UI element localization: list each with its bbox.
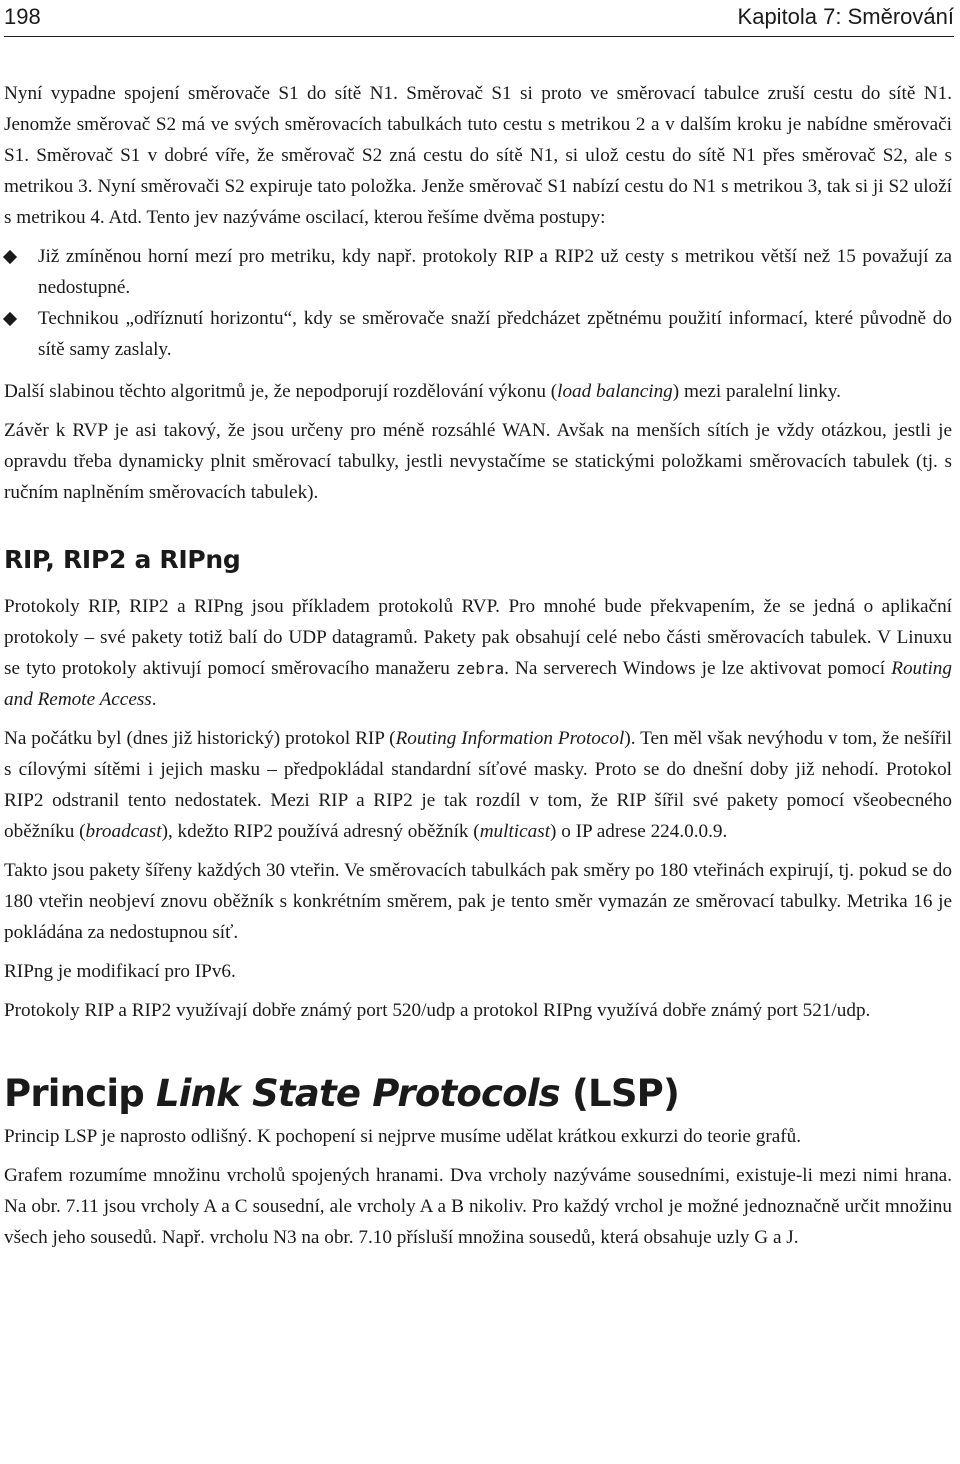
section-heading-lsp: Princip Link State Protocols (LSP) — [4, 1072, 680, 1115]
term-multicast: multicast — [479, 821, 551, 842]
paragraph-oscillation: Nyní vypadne spojení směrovače S1 do sítě N1. Směrovač S1 si proto ve směrovací tabulce zruší cestu do sítě N1. Jenomže směrovač S2 má ve svých směrovacích tabulkách tuto cestu s metrikou 2 a v dalším kroku je nabídne směrovači S1. Směrovač S1 v dobré víře, že směrovač S2 zná cestu do sítě N1, si ulož cestu do sítě N1 přes směrovač S2, ale s metrikou 3. Nyní směrovači S2 expiruje tato položka. Jenže směrovač S1 nabízí cestu do N1 s metrikou 3, tak si ji S2 uloží s metrikou 4. Atd. Tento jev nazýváme oscilací, kterou řešíme dvěma postupy: — [4, 83, 952, 228]
list-item-text: Již zmíněnou horní mezí pro metriku, kdy např. protokoly RIP a RIP2 už cesty s metrikou větší než 15 považují za nedostupné. — [38, 246, 952, 298]
list-item — [4, 303, 952, 365]
paragraph-rip-history: Na počátku byl (dnes již historický) protokol RIP (Routing Information Protocol). Ten měl však nevýhodu v tom, že nešířil s cílovými sítěmi i jejich masku – předpokládal standardní síťové masky. Proto se do dnešní doby již nehodí. Protokol RIP2 odstranil tento nedostatek. Mezi RIP a RIP2 je tak rozdíl v tom, že RIP šířil své pakety pomocí všeobecného oběžníku (broadcast), kdežto RIP2 používá adresný oběžník (multicast) o IP adrese 224.0.0.9. — [4, 728, 952, 842]
list-item-text: Technikou „odříznutí horizontu“, kdy se směrovače snaží předcházet zpětnému použití informací, které původně do sítě samy zaslaly. — [38, 308, 952, 360]
paragraph-rip-protocols: Protokoly RIP, RIP2 a RIPng jsou příkladem protokolů RVP. Pro mnohé bude překvapením, že se jedná o aplikační protokoly – své pakety totiž balí do UDP datagramů. Pakety pak obsahují celé nebo části směrovacích tabulek. V Linuxu se tyto protokoly aktivují pomocí směrovacího manažeru zebra. Na serverech Windows je lze aktivovat pomocí Routing and Remote Access. — [4, 596, 952, 710]
paragraph-ripng: RIPng je modifikací pro IPv6. — [4, 961, 236, 982]
term-routing-information-protocol: Routing Information Protocol — [395, 728, 625, 749]
term-routing-remote-access: Routing and Remote Access — [4, 658, 952, 710]
paragraph-graph-theory: Grafem rozumíme množinu vrcholů spojených hranami. Dva vrcholy nazýváme sousedními, existuje-li mezi nimi hrana. Na obr. 7.11 jsou vrcholy A a C sousední, ale vrcholy A a B nikoliv. Pro každý vrchol je možné jednoznačně určit množinu všech jeho sousedů. Např. vrcholu N3 na obr. 7.10 přísluší množina sousedů, která obsahuje uzly G a J. — [4, 1165, 952, 1248]
paragraph-rip-timers: Takto jsou pakety šířeny každých 30 vteřin. Ve směrovacích tabulkách pak směry po 180 vteřinách expirují, tj. pokud se do 180 vteřin neobjeví znovu oběžník s konkrétním směrem, pak je tento směr vymazán ze směrovací tabulky. Metrika 16 je pokládána za nedostupnou síť. — [4, 860, 952, 943]
paragraph-lsp-intro: Princip LSP je naprosto odlišný. K pochopení si nejprve musíme udělat krátkou exkurzi do teorie grafů. — [4, 1126, 802, 1147]
term-broadcast: broadcast — [85, 821, 162, 842]
page-body — [4, 78, 952, 1261]
term-load-balancing: load balancing — [557, 381, 673, 402]
paragraph-load-balancing: Další slabinou těchto algoritmů je, že nepodporují rozdělování výkonu (load balancing) mezi paralelní linky. — [4, 381, 841, 402]
paragraph-rvp-conclusion: Závěr k RVP je asi takový, že jsou určeny pro méně rozsáhlé WAN. Avšak na menších sítích je vždy otázkou, jestli je opravdu třeba dynamicky plnit směrovací tabulky, jestli nevystačíme se statickými položkami směrovacích tabulek (tj. s ručním naplněním směrovacích tabulek). — [4, 420, 952, 503]
page-header — [4, 0, 954, 37]
heading-emphasis: Link State Protocols — [155, 1072, 560, 1115]
chapter-title: Kapitola 7: Směrování — [737, 4, 954, 29]
bullet-list — [4, 241, 952, 365]
list-item — [4, 241, 952, 303]
diamond-bullet-icon — [3, 312, 17, 326]
section-heading-rip: RIP, RIP2 a RIPng — [4, 545, 241, 574]
page-number: 198 — [4, 4, 41, 29]
diamond-bullet-icon — [3, 250, 17, 264]
code-zebra: zebra — [455, 659, 505, 678]
paragraph-rip-ports: Protokoly RIP a RIP2 využívají dobře známý port 520/udp a protokol RIPng využívá dobře známý port 521/udp. — [4, 1000, 871, 1021]
